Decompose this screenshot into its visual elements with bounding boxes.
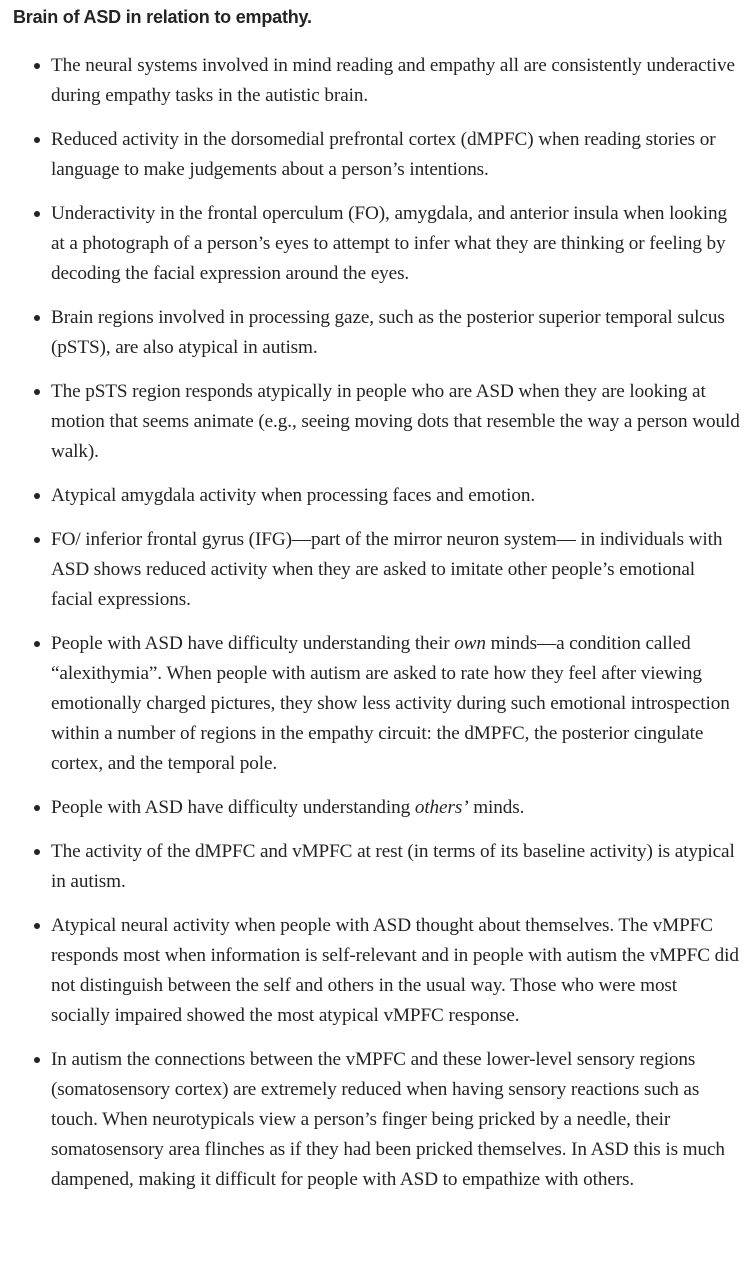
- list-item: Underactivity in the frontal operculum (FO), amygdala, and anterior insula when looking at a photograph of a person’s eyes to attempt to infer what they are thinking or feeling by decoding the facial expression around the eyes.: [0, 199, 748, 289]
- list-item: Atypical amygdala activity when processing faces and emotion.: [0, 481, 748, 511]
- list-item: Reduced activity in the dorsomedial prefrontal cortex (dMPFC) when reading stories or language to make judgements about a person’s intentions.: [0, 125, 748, 185]
- empathy-bullet-list: [0, 51, 748, 1209]
- list-item: [0, 629, 748, 779]
- list-item-text: minds.: [468, 797, 525, 818]
- emphasis-text: own: [454, 633, 486, 654]
- list-item: Atypical neural activity when people with ASD thought about themselves. The vMPFC responds most when information is self-relevant and in people with autism the vMPFC did not distinguish between the self and others in the usual way. Those who were most socially impaired showed the most atypical vMPFC response.: [0, 911, 748, 1031]
- list-item-text: minds—a condition called “alexithymia”. When people with autism are asked to rate how they feel after viewing emotionally charged pictures, they show less activity during such emotional introspection within a number of regions in the empathy circuit: the dMPFC, the posterior cingulate cortex, and the temporal pole.: [51, 633, 730, 774]
- list-item-text: People with ASD have difficulty understanding their: [51, 633, 455, 654]
- list-item: The neural systems involved in mind reading and empathy all are consistently underactive during empathy tasks in the autistic brain.: [0, 51, 748, 111]
- list-item: Brain regions involved in processing gaze, such as the posterior superior temporal sulcus (pSTS), are also atypical in autism.: [0, 303, 748, 363]
- emphasis-text: others’: [414, 797, 469, 818]
- section-heading: Brain of ASD in relation to empathy.: [13, 7, 312, 27]
- list-item: The pSTS region responds atypically in people who are ASD when they are looking at motion that seems animate (e.g., seeing moving dots that resemble the way a person would walk).: [0, 377, 748, 467]
- list-item-text: People with ASD have difficulty understanding: [51, 797, 415, 818]
- list-item: [0, 793, 748, 823]
- list-item: In autism the connections between the vMPFC and these lower-level sensory regions (somatosensory cortex) are extremely reduced when having sensory reactions such as touch. When neurotypicals view a person’s finger being pricked by a needle, their somatosensory area flinches as if they had been pricked themselves. In ASD this is much dampened, making it difficult for people with ASD to empathize with others.: [0, 1045, 748, 1195]
- list-item: The activity of the dMPFC and vMPFC at rest (in terms of its baseline activity) is atypical in autism.: [0, 837, 748, 897]
- list-item: FO/ inferior frontal gyrus (IFG)—part of the mirror neuron system— in individuals with ASD shows reduced activity when they are asked to imitate other people’s emotional facial expressions.: [0, 525, 748, 615]
